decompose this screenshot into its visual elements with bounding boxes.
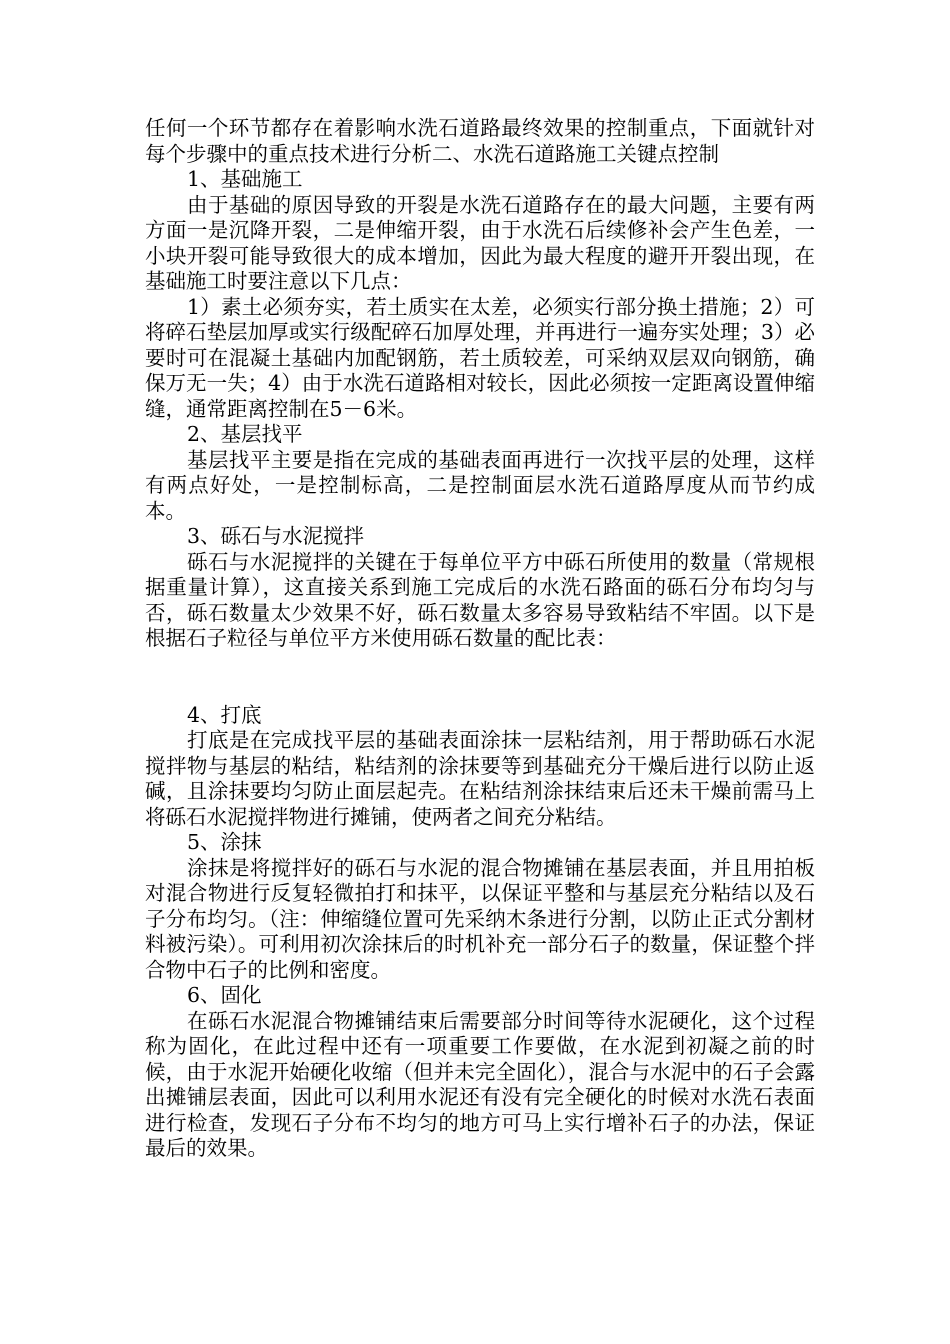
section-heading-priming: 4、打底 bbox=[187, 702, 262, 727]
paragraph-priming: 打底是在完成找平层的基础表面涂抹一层粘结剂，用于帮助砾石水泥搅拌物与基层的粘结，粘结剂的涂抹要等到基础充分干燥后进行以防止返碱，且涂抹要均匀防止面层起壳。在粘结剂涂抹结束后还未干燥前需马上将砾石水泥搅拌物进行摊铺，使两者之间充分粘结。 bbox=[145, 728, 815, 829]
paragraph-foundation-cracking: 由于基础的原因导致的开裂是水洗石道路存在的最大问题，主要有两方面一是沉降开裂，二是伸缩开裂，由于水洗石后续修补会产生色差，一小块开裂可能导致很大的成本增加，因此为最大程度的避开开裂出现，在基础施工时要注意以下几点： bbox=[145, 192, 815, 293]
paragraph-foundation-points: 1）素土必须夯实，若土质实在太差，必须实行部分换土措施；2）可将碎石垫层加厚或实行级配碎石加厚处理，并再进行一遍夯实处理；3）必要时可在混凝土基础内加配钢筋，若土质较差，可采纳双层双向钢筋，确保万无一失；4）由于水洗石道路相对较长，因此必须按一定距离设置伸缩缝，通常距离控制在5－6米。 bbox=[145, 294, 815, 421]
paragraph-spreading: 涂抹是将搅拌好的砾石与水泥的混合物摊铺在基层表面，并且用拍板对混合物进行反复轻微拍打和抹平，以保证平整和与基层充分粘结以及石子分布均匀。（注：伸缩缝位置可先采纳木条进行分割，以防止正式分割材料被污染）。可利用初次涂抹后的时机补充一部分石子的数量，保证整个拌合物中石子的比例和密度。 bbox=[145, 855, 815, 982]
table-placeholder-gap bbox=[145, 652, 815, 703]
section-heading-mixing: 3、砾石与水泥搅拌 bbox=[187, 524, 365, 548]
paragraph-curing: 在砾石水泥混合物摊铺结束后需要部分时间等待水泥硬化，这个过程称为固化，在此过程中还有一项重要工作要做，在水泥到初凝之前的时候，由于水泥开始硬化收缩（但并未完全固化），混合与水泥中的石子会露出摊铺层表面，因此可以利用水泥还有没有完全硬化的时候对水洗石表面进行检查，发现石子分布不均匀的地方可马上实行增补石子的办法，保证最后的效果。 bbox=[145, 1008, 815, 1160]
paragraph-leveling: 基层找平主要是指在完成的基础表面再进行一次找平层的处理，这样有两点好处，一是控制标高，二是控制面层水洗石道路厚度从而节约成本。 bbox=[145, 447, 815, 523]
section-heading-leveling: 2、基层找平 bbox=[187, 422, 303, 446]
paragraph-mixing: 砾石与水泥搅拌的关键在于每单位平方中砾石所使用的数量（常规根据重量计算），这直接关系到施工完成后的水洗石路面的砾石分布均匀与否，砾石数量太少效果不好，砾石数量太多容易导致粘结不牢固。以下是根据石子粒径与单位平方米使用砾石数量的配比表： bbox=[145, 549, 815, 650]
section-heading-spreading: 5、涂抹 bbox=[187, 830, 262, 854]
intro-paragraph: 任何一个环节都存在着影响水洗石道路最终效果的控制重点，下面就针对每个步骤中的重点技术进行分析二、水洗石道路施工关键点控制 bbox=[145, 116, 815, 166]
section-heading-curing: 6、固化 bbox=[187, 983, 262, 1007]
document-body bbox=[145, 116, 815, 1162]
section-heading-foundation: 1、基础施工 bbox=[187, 167, 303, 191]
